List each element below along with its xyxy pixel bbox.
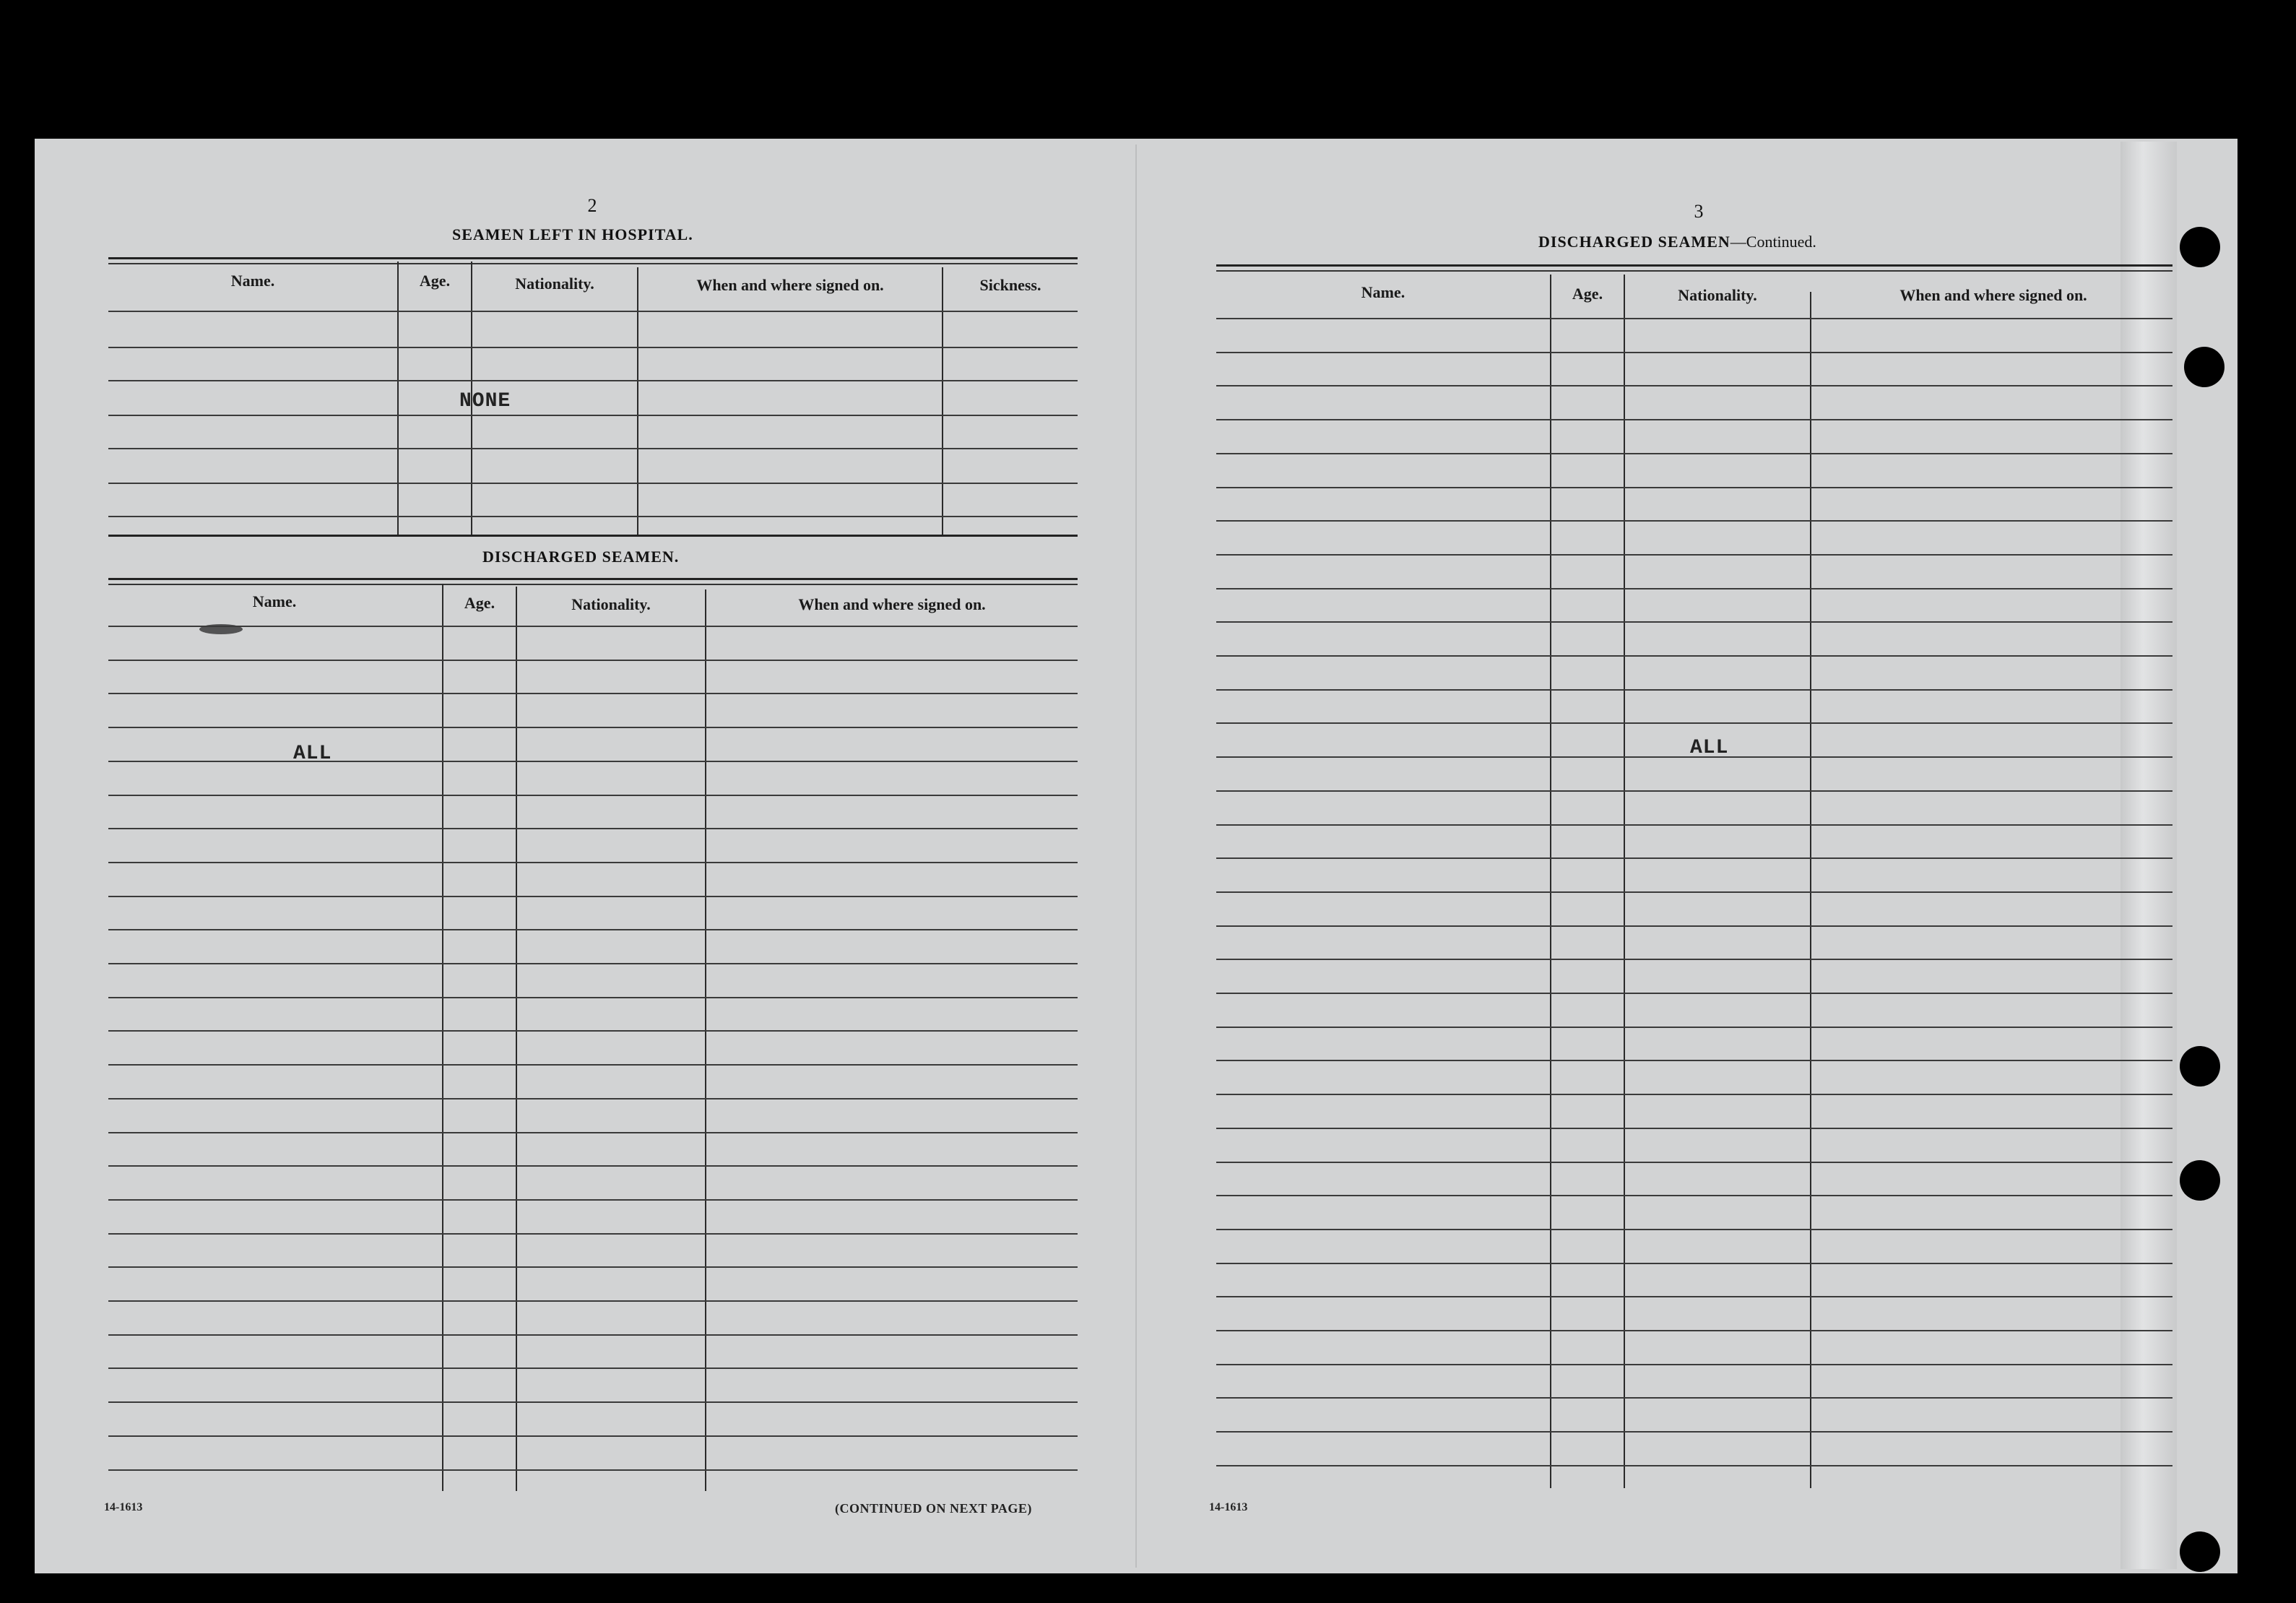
right-section-title-suffix: —Continued.	[1730, 233, 1816, 251]
table-row-line	[1216, 1330, 2172, 1331]
hospital-col-nationality: Nationality.	[515, 275, 594, 293]
table-row-line	[1216, 1465, 2172, 1466]
table-row-line	[1216, 1397, 2172, 1399]
table-row-line	[108, 1064, 1078, 1066]
table-row-line	[1216, 1195, 2172, 1196]
hospital-row-line	[108, 516, 1078, 517]
table-row-line	[1216, 419, 2172, 420]
table-row-line	[1216, 352, 2172, 353]
punch-hole	[2180, 1531, 2220, 1572]
hospital-divider	[637, 267, 638, 536]
right-col-signed-on: When and where signed on.	[1899, 286, 2087, 304]
table-row-line	[108, 1098, 1078, 1099]
table-row-line	[1216, 1431, 2172, 1433]
discharged-typed-entry: ALL	[293, 743, 332, 765]
table-row-line	[1216, 925, 2172, 927]
punch-hole	[2184, 347, 2224, 387]
table-row-line	[1216, 1296, 2172, 1297]
table-row-line	[108, 828, 1078, 829]
discharged-top-rule	[108, 578, 1078, 580]
hospital-top-rule	[108, 257, 1078, 259]
continued-note: (CONTINUED ON NEXT PAGE)	[835, 1501, 1032, 1516]
table-row-line	[1216, 1162, 2172, 1163]
table-row-line	[1216, 487, 2172, 488]
hospital-row-line	[108, 483, 1078, 484]
table-row-line	[1216, 1060, 2172, 1061]
hospital-divider	[942, 267, 943, 536]
table-row-line	[108, 1199, 1078, 1201]
discharged-col-age: Age.	[464, 594, 495, 612]
table-row-line	[1216, 1229, 2172, 1230]
table-row-line	[1216, 621, 2172, 623]
right-top-rule-2	[1216, 270, 2172, 272]
discharged-col-signed-on: When and where signed on.	[798, 595, 986, 613]
table-row-line	[108, 1334, 1078, 1336]
table-row-line	[1216, 824, 2172, 826]
discharged-divider	[516, 587, 517, 1491]
table-row-line	[1216, 1128, 2172, 1129]
table-row-line	[108, 727, 1078, 728]
table-row-line	[1216, 318, 2172, 319]
punch-hole	[2180, 1046, 2220, 1086]
discharged-top-rule-2	[108, 584, 1078, 585]
hospital-divider	[397, 262, 399, 536]
right-section-title	[1538, 233, 1816, 251]
table-row-line	[108, 929, 1078, 930]
table-row-line	[108, 1165, 1078, 1167]
hospital-row-line	[108, 415, 1078, 416]
table-row-line	[108, 761, 1078, 762]
table-row-line	[108, 1435, 1078, 1437]
hospital-col-signed-on: When and where signed on.	[696, 276, 884, 294]
binding-edge	[2120, 142, 2177, 1569]
page-number-right: 3	[1694, 201, 1704, 222]
table-row-line	[1216, 385, 2172, 386]
page-number-left: 2	[587, 195, 597, 216]
table-row-line	[108, 1469, 1078, 1471]
right-typed-entry: ALL	[1690, 737, 1729, 759]
table-row-line	[108, 795, 1078, 796]
page-fold	[1135, 144, 1137, 1568]
discharged-col-nationality: Nationality.	[571, 595, 651, 613]
table-row-line	[1216, 1263, 2172, 1264]
table-row-line	[108, 963, 1078, 964]
hospital-col-sickness: Sickness.	[979, 276, 1041, 294]
table-row-line	[108, 862, 1078, 863]
right-divider	[1550, 275, 1551, 1488]
punch-hole	[2180, 227, 2220, 267]
right-top-rule	[1216, 264, 2172, 267]
form-id-right: 14-1613	[1209, 1501, 1248, 1513]
right-col-nationality: Nationality.	[1678, 286, 1757, 304]
table-row-line	[1216, 588, 2172, 589]
hospital-row-line	[108, 448, 1078, 449]
table-row-line	[1216, 1094, 2172, 1095]
discharged-col-name: Name.	[252, 592, 297, 610]
right-col-name: Name.	[1361, 283, 1405, 301]
right-col-age: Age.	[1572, 285, 1603, 303]
table-row-line	[108, 1266, 1078, 1268]
table-row-line	[108, 693, 1078, 694]
table-row-line	[108, 660, 1078, 661]
table-row-line	[1216, 993, 2172, 994]
hospital-row-line	[108, 380, 1078, 381]
hospital-bottom-rule	[108, 535, 1078, 537]
table-row-line	[1216, 959, 2172, 960]
table-row-line	[108, 1300, 1078, 1302]
table-row-line	[1216, 790, 2172, 792]
right-divider	[1624, 275, 1625, 1488]
table-row-line	[1216, 520, 2172, 522]
table-row-line	[108, 1030, 1078, 1032]
punch-hole	[2180, 1160, 2220, 1201]
table-row-line	[108, 626, 1078, 627]
hospital-typed-entry: NONE	[459, 390, 511, 412]
table-row-line	[1216, 857, 2172, 859]
hospital-row-line	[108, 311, 1078, 312]
discharged-section-title: DISCHARGED SEAMEN.	[482, 548, 680, 566]
table-row-line	[1216, 722, 2172, 724]
hospital-col-age: Age.	[419, 272, 451, 290]
table-row-line	[1216, 554, 2172, 556]
table-row-line	[108, 1132, 1078, 1133]
table-row-line	[108, 1401, 1078, 1403]
table-row-line	[1216, 689, 2172, 691]
right-section-title-main: DISCHARGED SEAMEN	[1538, 233, 1730, 251]
table-row-line	[108, 1233, 1078, 1235]
table-row-line	[1216, 1364, 2172, 1365]
hospital-col-name: Name.	[230, 272, 275, 290]
hospital-row-line	[108, 347, 1078, 348]
table-row-line	[1216, 453, 2172, 454]
form-id-left: 14-1613	[104, 1501, 143, 1513]
table-row-line	[1216, 891, 2172, 893]
right-divider	[1810, 292, 1811, 1488]
table-row-line	[1216, 1027, 2172, 1028]
discharged-divider	[705, 589, 706, 1491]
table-row-line	[1216, 655, 2172, 657]
discharged-divider	[442, 584, 443, 1491]
hospital-section-title: SEAMEN LEFT IN HOSPITAL.	[452, 225, 693, 243]
table-row-line	[108, 896, 1078, 897]
hospital-top-rule-2	[108, 263, 1078, 264]
table-row-line	[108, 1367, 1078, 1369]
table-row-line	[108, 997, 1078, 998]
